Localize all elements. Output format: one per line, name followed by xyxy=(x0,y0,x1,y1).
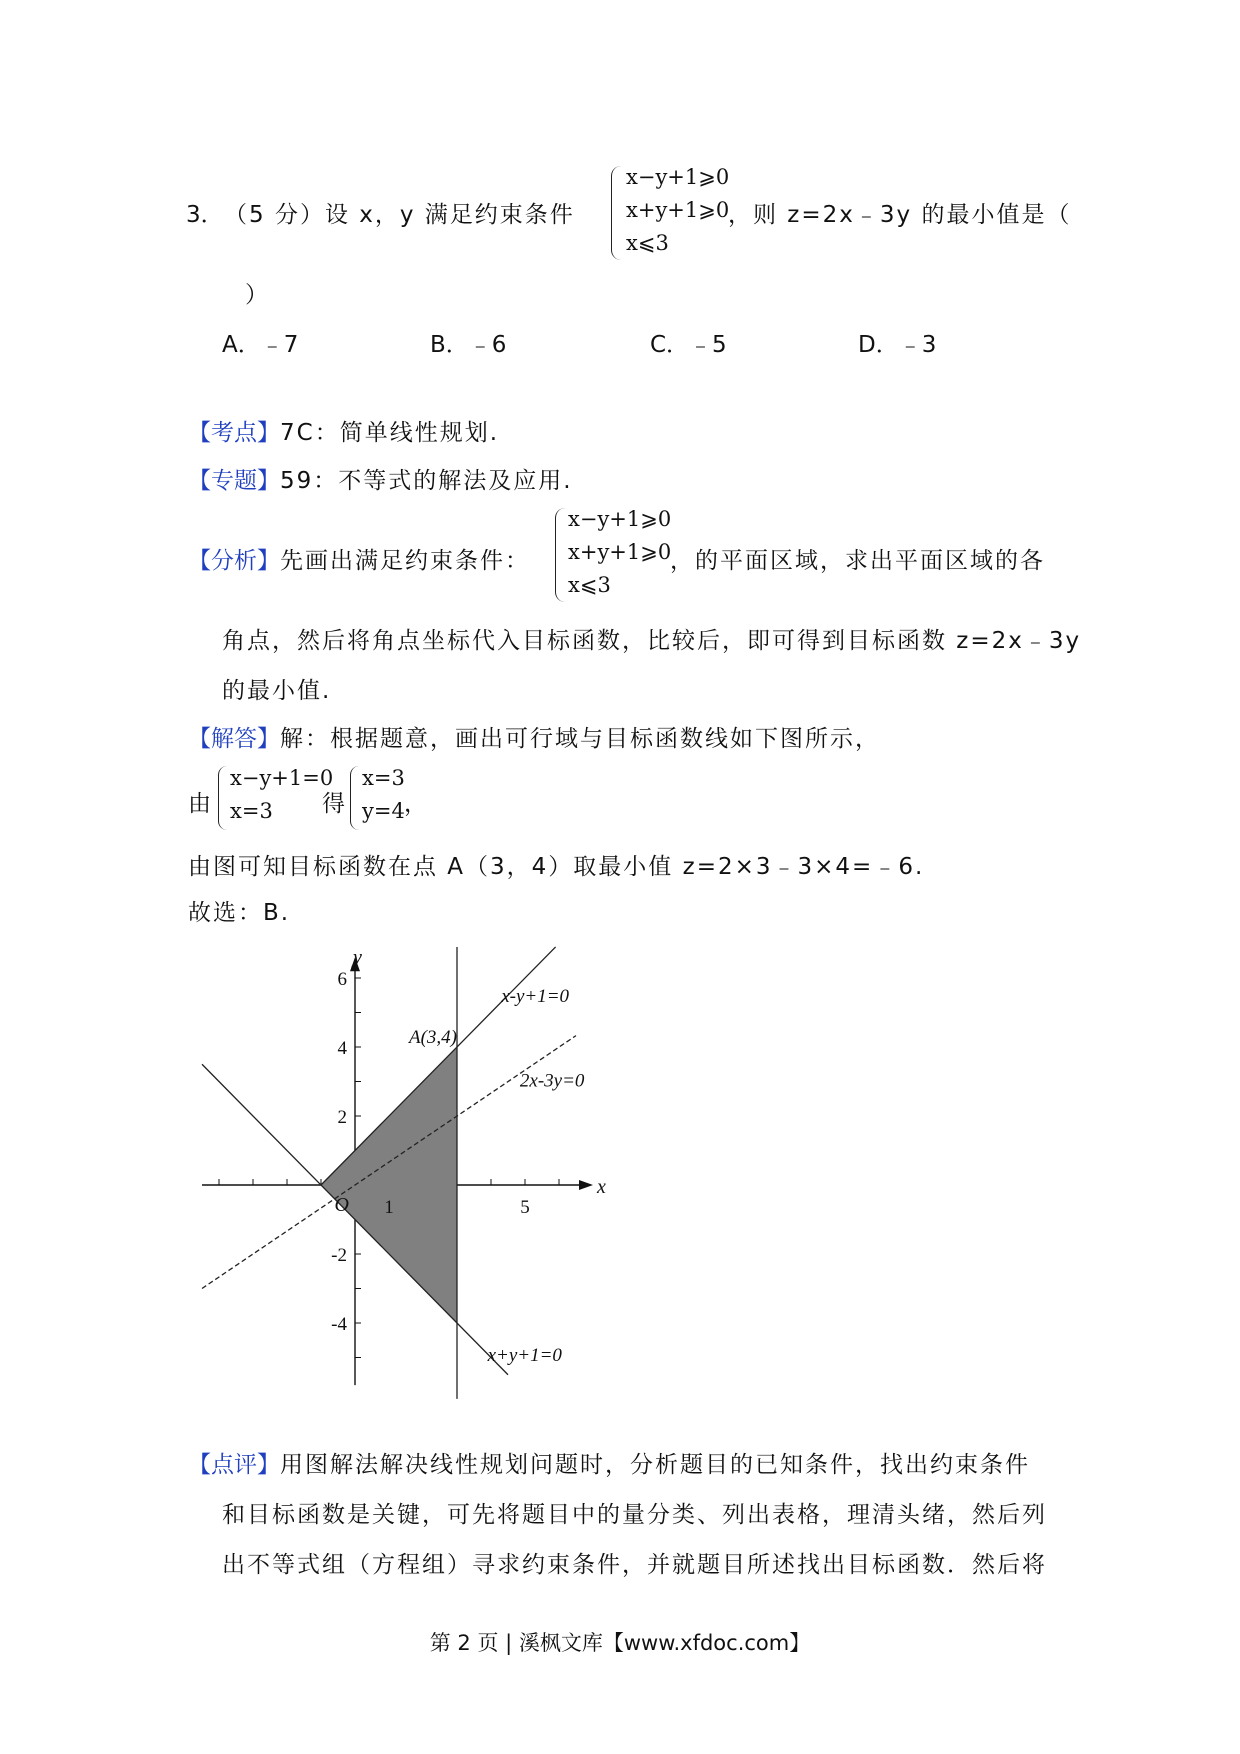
kaodian-text: 7C：简单线性规划. xyxy=(280,420,500,446)
fenxi-constraint-1: x−y+1⩾0 xyxy=(568,507,672,531)
dianping-text1: 用图解法解决线性规划问题时，分析题目的已知条件，找出约束条件 xyxy=(280,1452,1030,1478)
chart-marks xyxy=(202,947,576,1399)
x-axis-label: x xyxy=(597,1176,606,1198)
fenxi-suffix: ，的平面区域，求出平面区域的各 xyxy=(670,548,1045,574)
y-tick-label: 4 xyxy=(337,1038,347,1059)
origin-label: O xyxy=(334,1194,349,1216)
x-tick-label: 1 xyxy=(384,1197,394,1218)
dianping-tag: 【点评】 xyxy=(188,1452,280,1478)
y-tick-label: 6 xyxy=(337,969,347,990)
fenxi-prefix: 先画出满足约束条件： xyxy=(280,548,530,574)
constraint-2: x+y+1⩾0 xyxy=(626,198,730,222)
question-prefix: （5 分）设 x，y 满足约束条件 xyxy=(224,202,575,228)
kaodian-tag: 【考点】 xyxy=(188,420,280,446)
jieda-line3: 由图可知目标函数在点 A（3，4）取最小值 z=2×3﹣3×4=﹣6. xyxy=(188,854,925,880)
question-number: 3． xyxy=(186,202,224,228)
y-axis-label: y xyxy=(353,946,362,969)
system2-eq2: y=4 xyxy=(362,799,405,823)
system1-eq2: x=3 xyxy=(230,799,273,823)
question-suffix: ，则 z=2x﹣3y 的最小值是（ xyxy=(728,202,1072,228)
page-footer: 第 2 页 | 溪枫文库【www.xfdoc.com】 xyxy=(429,1631,811,1655)
dianping-line1 xyxy=(188,1446,1030,1479)
zhuanti-text: 59：不等式的解法及应用. xyxy=(280,468,573,494)
constraint-1: x−y+1⩾0 xyxy=(626,165,730,189)
fenxi-line2: 角点，然后将角点坐标代入目标函数，比较后，即可得到目标函数 z=2x﹣3y xyxy=(222,628,1082,654)
system1-eq1: x−y+1=0 xyxy=(230,766,334,790)
question-close: ） xyxy=(245,282,268,308)
jieda-de: 得 xyxy=(322,791,345,817)
dianping-line2: 和目标函数是关键，可先将题目中的量分类、列出表格，理清头绪，然后列 xyxy=(222,1502,1047,1528)
fenxi-tag: 【分析】 xyxy=(188,548,280,574)
jieda-tag: 【解答】 xyxy=(188,726,280,752)
jieda-you: 由 xyxy=(188,791,211,817)
constraint-3: x⩽3 xyxy=(626,231,669,255)
option-b: B．﹣6 xyxy=(430,332,507,358)
jieda-comma: ， xyxy=(404,791,427,817)
option-c: C．﹣5 xyxy=(650,332,727,358)
x-tick-label: 5 xyxy=(520,1197,530,1218)
zhuanti-tag: 【专题】 xyxy=(188,468,280,494)
jieda-line4: 故选：B. xyxy=(188,900,291,926)
line-label-2: x+y+1=0 xyxy=(487,1344,562,1366)
system2-eq1: x=3 xyxy=(362,766,405,790)
dianping-line3: 出不等式组（方程组）寻求约束条件，并就题目所述找出目标函数．然后将 xyxy=(222,1552,1047,1578)
line-label-3: 2x-3y=0 xyxy=(519,1070,585,1092)
option-a: A．﹣7 xyxy=(222,332,299,358)
fenxi-constraint-2: x+y+1⩾0 xyxy=(568,540,672,564)
line-label-1: x-y+1=0 xyxy=(501,986,570,1008)
fenxi-constraint-3: x⩽3 xyxy=(568,573,611,597)
point-label-a: A(3,4) xyxy=(408,1027,457,1048)
option-d: D．﹣3 xyxy=(858,332,937,358)
y-tick-label: -4 xyxy=(331,1314,347,1335)
y-tick-label: -2 xyxy=(331,1245,347,1266)
feasible-region xyxy=(321,1047,457,1323)
x-axis-arrow xyxy=(579,1180,593,1190)
jieda-text: 解：根据题意，画出可行域与目标函数线如下图所示， xyxy=(280,726,880,752)
fenxi-line3: 的最小值. xyxy=(222,678,332,704)
y-tick-label: 2 xyxy=(337,1107,347,1128)
